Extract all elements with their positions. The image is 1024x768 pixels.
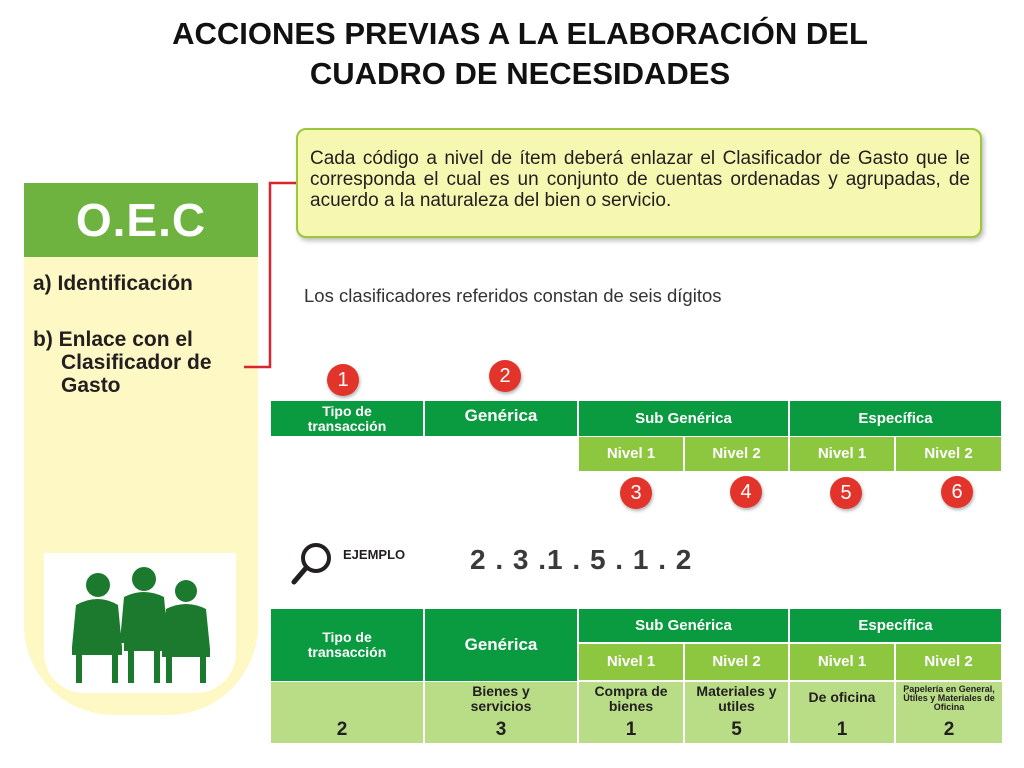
oec-picture <box>44 553 236 693</box>
t2-header-subgenerica: Sub Genérica <box>579 609 790 644</box>
t2-value-sub1-label: Compra de bienes <box>594 683 668 714</box>
t1-nivel-4: Nivel 2 <box>896 437 1001 471</box>
t2-value-sub2 <box>685 682 790 743</box>
t2-header-tipo <box>271 609 425 681</box>
oec-item-identificacion: a) Identificación <box>33 272 193 295</box>
t1-header-tipo <box>271 401 425 436</box>
t2-header-tipo-label: Tipo de transacción <box>307 629 387 660</box>
t1-nivel-3: Nivel 1 <box>790 437 896 471</box>
t2-value-sub2-number: 5 <box>731 719 742 740</box>
digit-circle-3: 3 <box>620 477 652 509</box>
t2-value-esp2-number: 2 <box>943 719 955 740</box>
t1-header-generica: Genérica <box>425 401 579 436</box>
slide-title <box>60 14 980 94</box>
digit-circle-2: 2 <box>489 360 521 392</box>
meeting-people-icon <box>62 563 218 687</box>
digit-circle-1: 1 <box>327 364 359 396</box>
t1-nivel-1: Nivel 1 <box>579 437 685 471</box>
t2-value-sub2-label: Materiales y utiles <box>696 683 777 714</box>
callout-box <box>296 128 982 238</box>
title-line-2: CUADRO DE NECESIDADES <box>309 56 731 91</box>
magnifier-icon <box>290 540 334 588</box>
t1-nivel-2: Nivel 2 <box>685 437 790 471</box>
t2-value-tipo-number: 2 <box>336 719 348 740</box>
t2-value-esp2-label: Papelería en General, Útiles y Materiales de Oficina <box>903 684 995 712</box>
ejemplo-code: 2 . 3 .1 . 5 . 1 . 2 <box>470 544 693 575</box>
oec-item-enlace-line1: b) Enlace con el <box>33 328 193 351</box>
oec-item-enlace <box>33 328 253 397</box>
callout-text: Cada código a nivel de ítem deberá enlazar el Clasificador de Gasto que le corresponda el cual es un conjunto de cuentas ordenadas y agrupadas, de acuerdo a la naturaleza del bien o servicio. <box>310 148 970 211</box>
t2-value-generica <box>425 682 579 743</box>
t1-header-tipo-label: Tipo de transacción <box>307 402 387 434</box>
ejemplo-label: EJEMPLO <box>343 547 406 562</box>
t2-header-especifica: Específica <box>790 609 1001 644</box>
t2-value-esp1 <box>790 682 896 743</box>
t2-value-tipo <box>271 682 425 743</box>
t2-nivel-3: Nivel 1 <box>790 644 896 680</box>
t2-header-generica: Genérica <box>425 609 579 681</box>
digit-circle-6: 6 <box>941 476 973 508</box>
t2-nivel-1: Nivel 1 <box>579 644 685 680</box>
t2-value-esp2 <box>896 682 1002 743</box>
t2-value-generica-number: 3 <box>495 719 507 740</box>
subtext: Los clasificadores referidos constan de seis dígitos <box>304 285 722 306</box>
t1-header-subgenerica: Sub Genérica <box>579 401 790 436</box>
t2-value-sub1-number: 1 <box>625 719 637 740</box>
t2-nivel-4: Nivel 2 <box>896 644 1001 680</box>
t2-value-generica-label: Bienes y servicios <box>470 683 532 714</box>
oec-item-enlace-line3: Gasto <box>61 374 121 397</box>
t2-nivel-2: Nivel 2 <box>685 644 790 680</box>
t2-value-sub1 <box>579 682 685 743</box>
oec-header: O.E.C <box>24 183 258 257</box>
title-line-1: ACCIONES PREVIAS A LA ELABORACIÓN DEL <box>172 16 868 51</box>
t2-value-esp1-number: 1 <box>836 719 848 740</box>
t1-header-especifica: Específica <box>790 401 1001 436</box>
oec-item-enlace-line2: Clasificador de <box>61 351 212 374</box>
digit-circle-5: 5 <box>830 477 862 509</box>
digit-circle-4: 4 <box>730 476 762 508</box>
t2-value-esp1-label: De oficina <box>808 689 876 705</box>
